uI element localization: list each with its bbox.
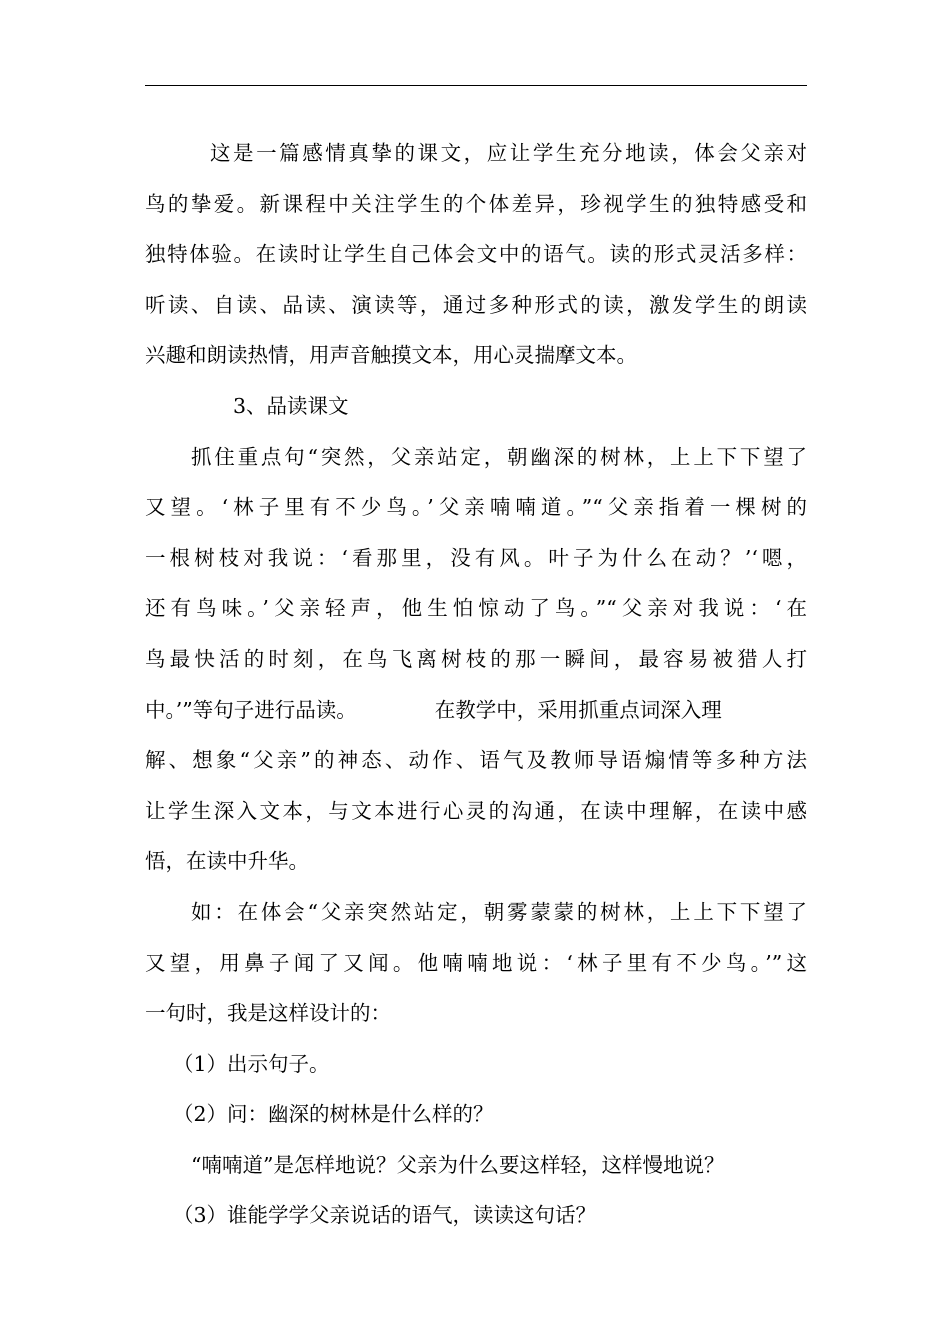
paragraph-line: 鸟最快活的时刻，在鸟飞离树枝的那一瞬间，最容易被猎人打 bbox=[145, 646, 807, 671]
paragraph-line: 又望，用鼻子闻了又闻。他喃喃地说：‘林子里有不少鸟。’”这 bbox=[145, 950, 807, 975]
paragraph-line: 一句时，我是这样设计的： bbox=[145, 1001, 391, 1026]
question-line: “喃喃道”是怎样地说？父亲为什么要这样轻，这样慢地说？ bbox=[191, 1152, 725, 1177]
list-item: （3）谁能学学父亲说话的语气，读读这句话？ bbox=[173, 1203, 597, 1228]
paragraph-line: 还有鸟味。’父亲轻声，他生怕惊动了鸟。”“父亲对我说：‘在 bbox=[145, 596, 807, 621]
paragraph-line: 兴趣和朗读热情，用声音触摸文本，用心灵揣摩文本。 bbox=[145, 343, 637, 368]
paragraph-line-part: 中。’”等句子进行品读。 bbox=[145, 697, 357, 722]
document-body bbox=[145, 128, 807, 1241]
section-heading: 3、品读课文 bbox=[233, 393, 349, 418]
paragraph-line-part: 在教学中，采用抓重点词深入理 bbox=[434, 697, 722, 722]
paragraph-line: 悟，在读中升华。 bbox=[145, 849, 309, 874]
paragraph-line: 解、想象“父亲”的神态、动作、语气及教师导语煽情等多种方法 bbox=[145, 748, 807, 773]
paragraph-line: 抓住重点句“突然，父亲站定，朝幽深的树林，上上下下望了 bbox=[191, 444, 807, 469]
paragraph-line: 一根树枝对我说：‘看那里，没有风。叶子为什么在动？’‘嗯， bbox=[145, 545, 807, 570]
paragraph-line: 这是一篇感情真挚的课文，应让学生充分地读，体会父亲对 bbox=[210, 141, 807, 165]
paragraph-line: 让学生深入文本，与文本进行心灵的沟通，在读中理解，在读中感 bbox=[145, 798, 807, 823]
paragraph-line: 又望。‘林子里有不少鸟。’父亲喃喃道。”“父亲指着一棵树的 bbox=[145, 495, 807, 520]
paragraph-line: 独特体验。在读时让学生自己体会文中的语气。读的形式灵活多样： bbox=[145, 242, 807, 267]
header-rule bbox=[145, 85, 807, 86]
list-item: （2）问：幽深的树林是什么样的？ bbox=[173, 1102, 494, 1127]
paragraph-line bbox=[145, 685, 807, 736]
paragraph-line: 听读、自读、品读、演读等，通过多种形式的读，激发学生的朗读 bbox=[145, 292, 807, 317]
paragraph-line: 如：在体会“父亲突然站定，朝雾蒙蒙的树林，上上下下望了 bbox=[191, 899, 807, 924]
paragraph-line: 鸟的挚爱。新课程中关注学生的个体差异，珍视学生的独特感受和 bbox=[145, 191, 807, 216]
list-item: （1）出示句子。 bbox=[173, 1051, 330, 1076]
